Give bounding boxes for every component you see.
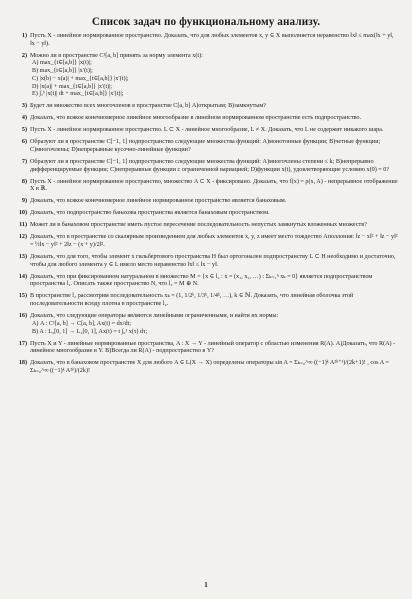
problem-item <box>14 341 398 356</box>
problem-number: 6) <box>21 139 27 146</box>
problem-statement: Будет ли множество всех многочленов в пространстве C[a, b] А)открытым; В)замкнутым? <box>30 103 267 110</box>
problem-statement: Доказать, что подпространство банахова пространства является банаховым пространством. <box>30 210 270 217</box>
problem-statement: Пусть X - линейное нормированное пространство. L ⊂ X - линейное многообразие, L ≠ X. Доказать, что L не содержит никакого шара. <box>30 127 384 134</box>
problem-text <box>30 210 398 218</box>
problem-text <box>30 159 398 174</box>
problem-item <box>14 234 398 249</box>
problem-text <box>30 360 398 375</box>
problem-number: 5) <box>21 127 27 134</box>
problem-number: 17) <box>18 340 27 347</box>
problem-statement: Образуют ли в пространстве C[−1, 1] подпространство следующие множества функций: А)монотонные функции; B)четные функции; C)многочлены; D)непрерывные кусочно-линейные функции? <box>30 139 381 153</box>
problem-item <box>14 274 398 289</box>
problem-statement: Пусть X - линейное нормированное пространство, множество A ⊂ X - фиксировано. Доказать, что f(x) = ρ(x, A) - непрерывное отображение X в ℝ. <box>30 178 398 193</box>
problem-number: 12) <box>18 234 27 241</box>
problem-text <box>30 293 398 308</box>
problem-item <box>14 313 398 336</box>
problem-text <box>30 127 398 135</box>
problem-text <box>30 53 398 99</box>
problem-statement: Пусть X и Y - линейные нормированные пространства, A : X → Y - линейный оператор с областью изменения R(A). А)Доказать, что R(A) - линейное многообразие в Y. B)Всегда ли R(A) - подпространство в Y? <box>30 340 396 355</box>
problem-item <box>14 179 398 194</box>
problem-number: 2) <box>21 52 27 59</box>
problem-text <box>30 179 398 194</box>
problem-item <box>14 33 398 48</box>
problem-item <box>14 103 398 111</box>
problem-item <box>14 360 398 375</box>
problem-text <box>30 139 398 154</box>
problem-number: 8) <box>21 178 27 185</box>
problem-item <box>14 198 398 206</box>
problem-item <box>14 127 398 135</box>
problem-number: 10) <box>18 210 27 217</box>
problem-subitem: A) max_{t∈[a,b]} |x(t)|; <box>32 60 92 67</box>
problem-item <box>14 139 398 154</box>
problem-text <box>30 274 398 289</box>
problem-statement: Может ли в банаховом пространстве иметь пустое пересечение последовательность непустых замкнутых вложенных множеств? <box>30 222 367 229</box>
problem-item <box>14 159 398 174</box>
problem-item <box>14 115 398 123</box>
problem-text <box>30 254 398 269</box>
problem-number: 3) <box>21 103 27 110</box>
problem-list <box>14 33 398 376</box>
problem-statement: Доказать, что всякое конечномерное линейное нормированное пространство является банаховым. <box>30 198 287 205</box>
problem-text <box>30 313 398 336</box>
problem-statement: Образуют ли в пространстве C[−1, 1] подпространство следующие множества функций: А)многочлены степени ≤ k; B)непрерывно дифференцируемые функции; C)непрерывные функции с ограниченной вариацией; D)функции x(t), удовлетворяющие условию x(0) = 0? <box>30 158 390 173</box>
page-number: 1 <box>204 581 208 589</box>
problem-text <box>30 33 398 48</box>
problem-number: 18) <box>18 360 27 367</box>
problem-item <box>14 210 398 218</box>
problem-subitem: А) A : C¹[a, b] → C[a, b], Ax(t) = dx/dt; <box>32 320 131 327</box>
problem-number: 4) <box>21 115 27 122</box>
problem-statement: Доказать, что при фиксированном натуральном n множество M = {x ∈ l₂ : x = (x₁, x₂, …) : Σₖ₌₁ⁿ xₖ = 0} является подпространством пространства l₂. Описать также пространство N, что l₂ = M ⊕ N. <box>30 273 373 288</box>
problem-statement: Пусть X - линейное нормированное пространство. Доказать, что для любых элементов x, y ∈ X выполняется неравенство ‖x‖ ≤ max(‖x + y‖, ‖x − y‖). <box>30 33 394 47</box>
problem-text <box>30 103 398 111</box>
page-title: Список задач по функциональному анализу. <box>91 16 321 28</box>
problem-statement: Можно ли в пространстве C¹[a, b] принять за норму элемента x(t): <box>30 52 203 59</box>
problem-item <box>14 254 398 269</box>
problem-subitem: C) |x(b) − x(a)| + max_{t∈[a,b]} |x′(t)|; <box>32 75 129 82</box>
problem-statement: Доказать, что для того, чтобы элемент x гильбертового пространства H был ортогонален подпространству L ⊂ H необходимо и достаточно, чтобы для любого элемента y ∈ L имело место неравенство ‖x‖ ≤ ‖x − y‖. <box>30 254 396 268</box>
problem-item <box>14 222 398 230</box>
problem-statement: Доказать, что следующие операторы являются линейными ограниченными, и найти их нормы: <box>30 313 279 320</box>
problem-subitem: E) ∫ₐᵇ |x(t)| dt + max_{t∈[a,b]} |x′(t)|; <box>32 91 124 98</box>
problem-text <box>30 198 398 206</box>
problem-text <box>30 115 398 123</box>
problem-subitem: B) A : L₂[0, 1] → L₂[0, 1], Ax(t) = t ∫₀¹ x(τ) dτ; <box>32 328 148 335</box>
problem-text <box>30 234 398 249</box>
problem-text <box>30 341 398 356</box>
problem-number: 13) <box>18 254 27 261</box>
problem-number: 15) <box>18 293 27 300</box>
problem-number: 1) <box>21 33 27 39</box>
problem-statement: Доказать, что в пространстве со скалярным произведением для любых элементов x, y, z имеет место тождество Аполлония: ‖z − x‖² + ‖z − y‖² = ½‖x − y‖² + 2‖z − (x + y)/2‖². <box>30 234 398 249</box>
problem-item <box>14 293 398 308</box>
problem-subitem: D) |x(a)| + max_{t∈[a,b]} |x′(t)|; <box>32 83 113 90</box>
problem-number: 16) <box>18 313 27 320</box>
problem-number: 11) <box>19 222 27 229</box>
problem-number: 14) <box>18 273 27 280</box>
problem-text <box>30 222 398 230</box>
problem-statement: В пространстве l₂ рассмотрим последовательность xₖ = (1, 1/2ᵏ, 1/3ᵏ, 1/4ᵏ, …), k ∈ ℕ. Доказать, что линейная оболочка этой последовательности всюду плотна в пространстве l₂. <box>30 293 354 308</box>
problem-item <box>14 53 398 99</box>
problem-number: 9) <box>21 198 27 205</box>
problem-subitem: B) max_{t∈[a,b]} |x′(t)|; <box>32 68 93 75</box>
problem-statement: Доказать, что в банаховом пространстве X для любого A ∈ L(X → X) определены операторы sin A = Σₖ₌₀^∞ ((−1)ᵏ A²ᵏ⁺¹)/(2k+1)! , cos A = Σₖ₌₀^∞ ((−1)ᵏ A²ᵏ)/(2k)! <box>30 360 389 374</box>
problem-statement: Доказать, что всякое конечномерное линейное многообразие в линейном нормированном пространстве есть подпространство. <box>30 115 361 122</box>
problem-number: 7) <box>21 158 27 165</box>
